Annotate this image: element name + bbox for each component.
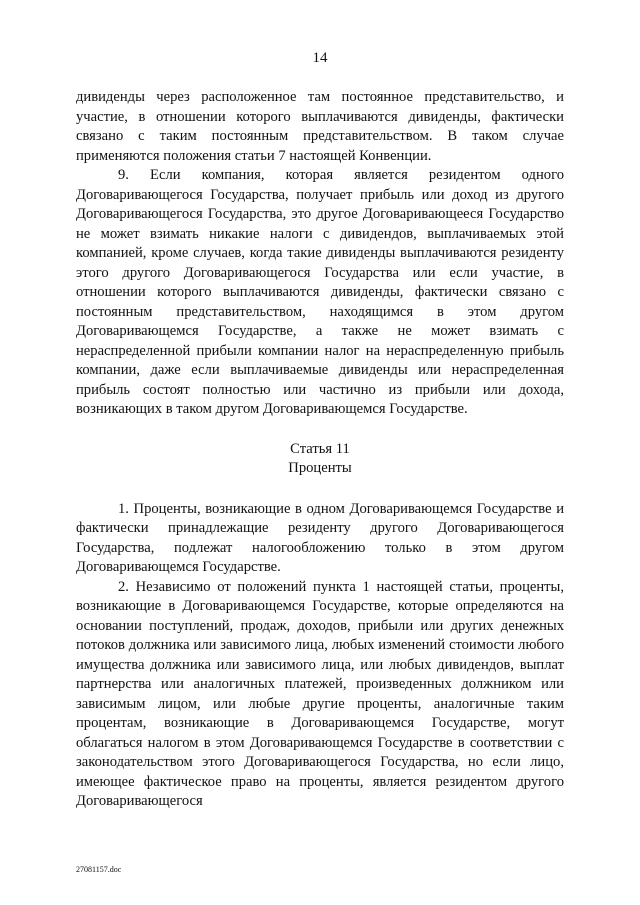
page-number: 14	[312, 50, 328, 66]
footer-filename: 27081157.doc	[76, 865, 122, 874]
paragraph-item-9: 9. Если компания, которая является резидентом одного Договаривающегося Государства, получает прибыль или доход из другого Договаривающегося Государства, это другое Договаривающееся Государство не может взимать никакие налоги с дивидендов, выплачиваемых этой компанией, кроме случаев, когда такие дивиденды выплачиваются резиденту этого другого Договаривающегося Государства или если участие, в отношении которого выплачиваются дивиденды, фактически связано с постоянным представительством, находящимся в этом другом Договаривающемся Государстве, а также не может взимать с нераспределенной прибыли компании налог на нераспределенную прибыль компании, даже если выплачиваемые дивиденды или нераспределенная прибыль состоят полностью или частично из прибыли или дохода, возникающих в таком другом Договаривающемся Государстве.	[76, 167, 564, 417]
paragraph-item-2: 2. Независимо от положений пункта 1 настоящей статьи, проценты, возникающие в Договаривающемся Государстве, которые определяются на основании поступлений, продаж, доходов, прибыли или других денежных потоков должника или зависимого лица, любых изменений стоимости любого имущества должника или зависимого лица, или любых дивидендов, выплат партнерства или аналогичных платежей, произведенных должником или зависимым лицом, или любые другие проценты, аналогичные таким процентам, возникающие в Договаривающемся Государстве, могут облагаться налогом в этом Договаривающемся Государстве в соответствии с законодательством этого Договаривающегося Государства, но если лицо, имеющее фактическое право на проценты, является резидентом другого Договаривающегося	[76, 578, 564, 809]
paragraph-item-1: 1. Проценты, возникающие в одном Договаривающемся Государстве и фактически принадлежащие резиденту другого Договаривающегося Государства, подлежат налогообложению только в этом другом Договаривающемся Государстве.	[76, 500, 564, 575]
paragraph-continuation: дивиденды через расположенное там постоянное представительство, и участие, в отношении которого выплачиваются дивиденды, фактически связано с таким постоянным представительством. В таком случае применяются положения статьи 7 настоящей Конвенции.	[76, 89, 564, 164]
article-number: Статья 11	[290, 440, 350, 457]
document-body	[76, 88, 564, 812]
spacer	[76, 420, 564, 440]
article-title: Проценты	[288, 460, 352, 476]
spacer	[76, 479, 564, 500]
